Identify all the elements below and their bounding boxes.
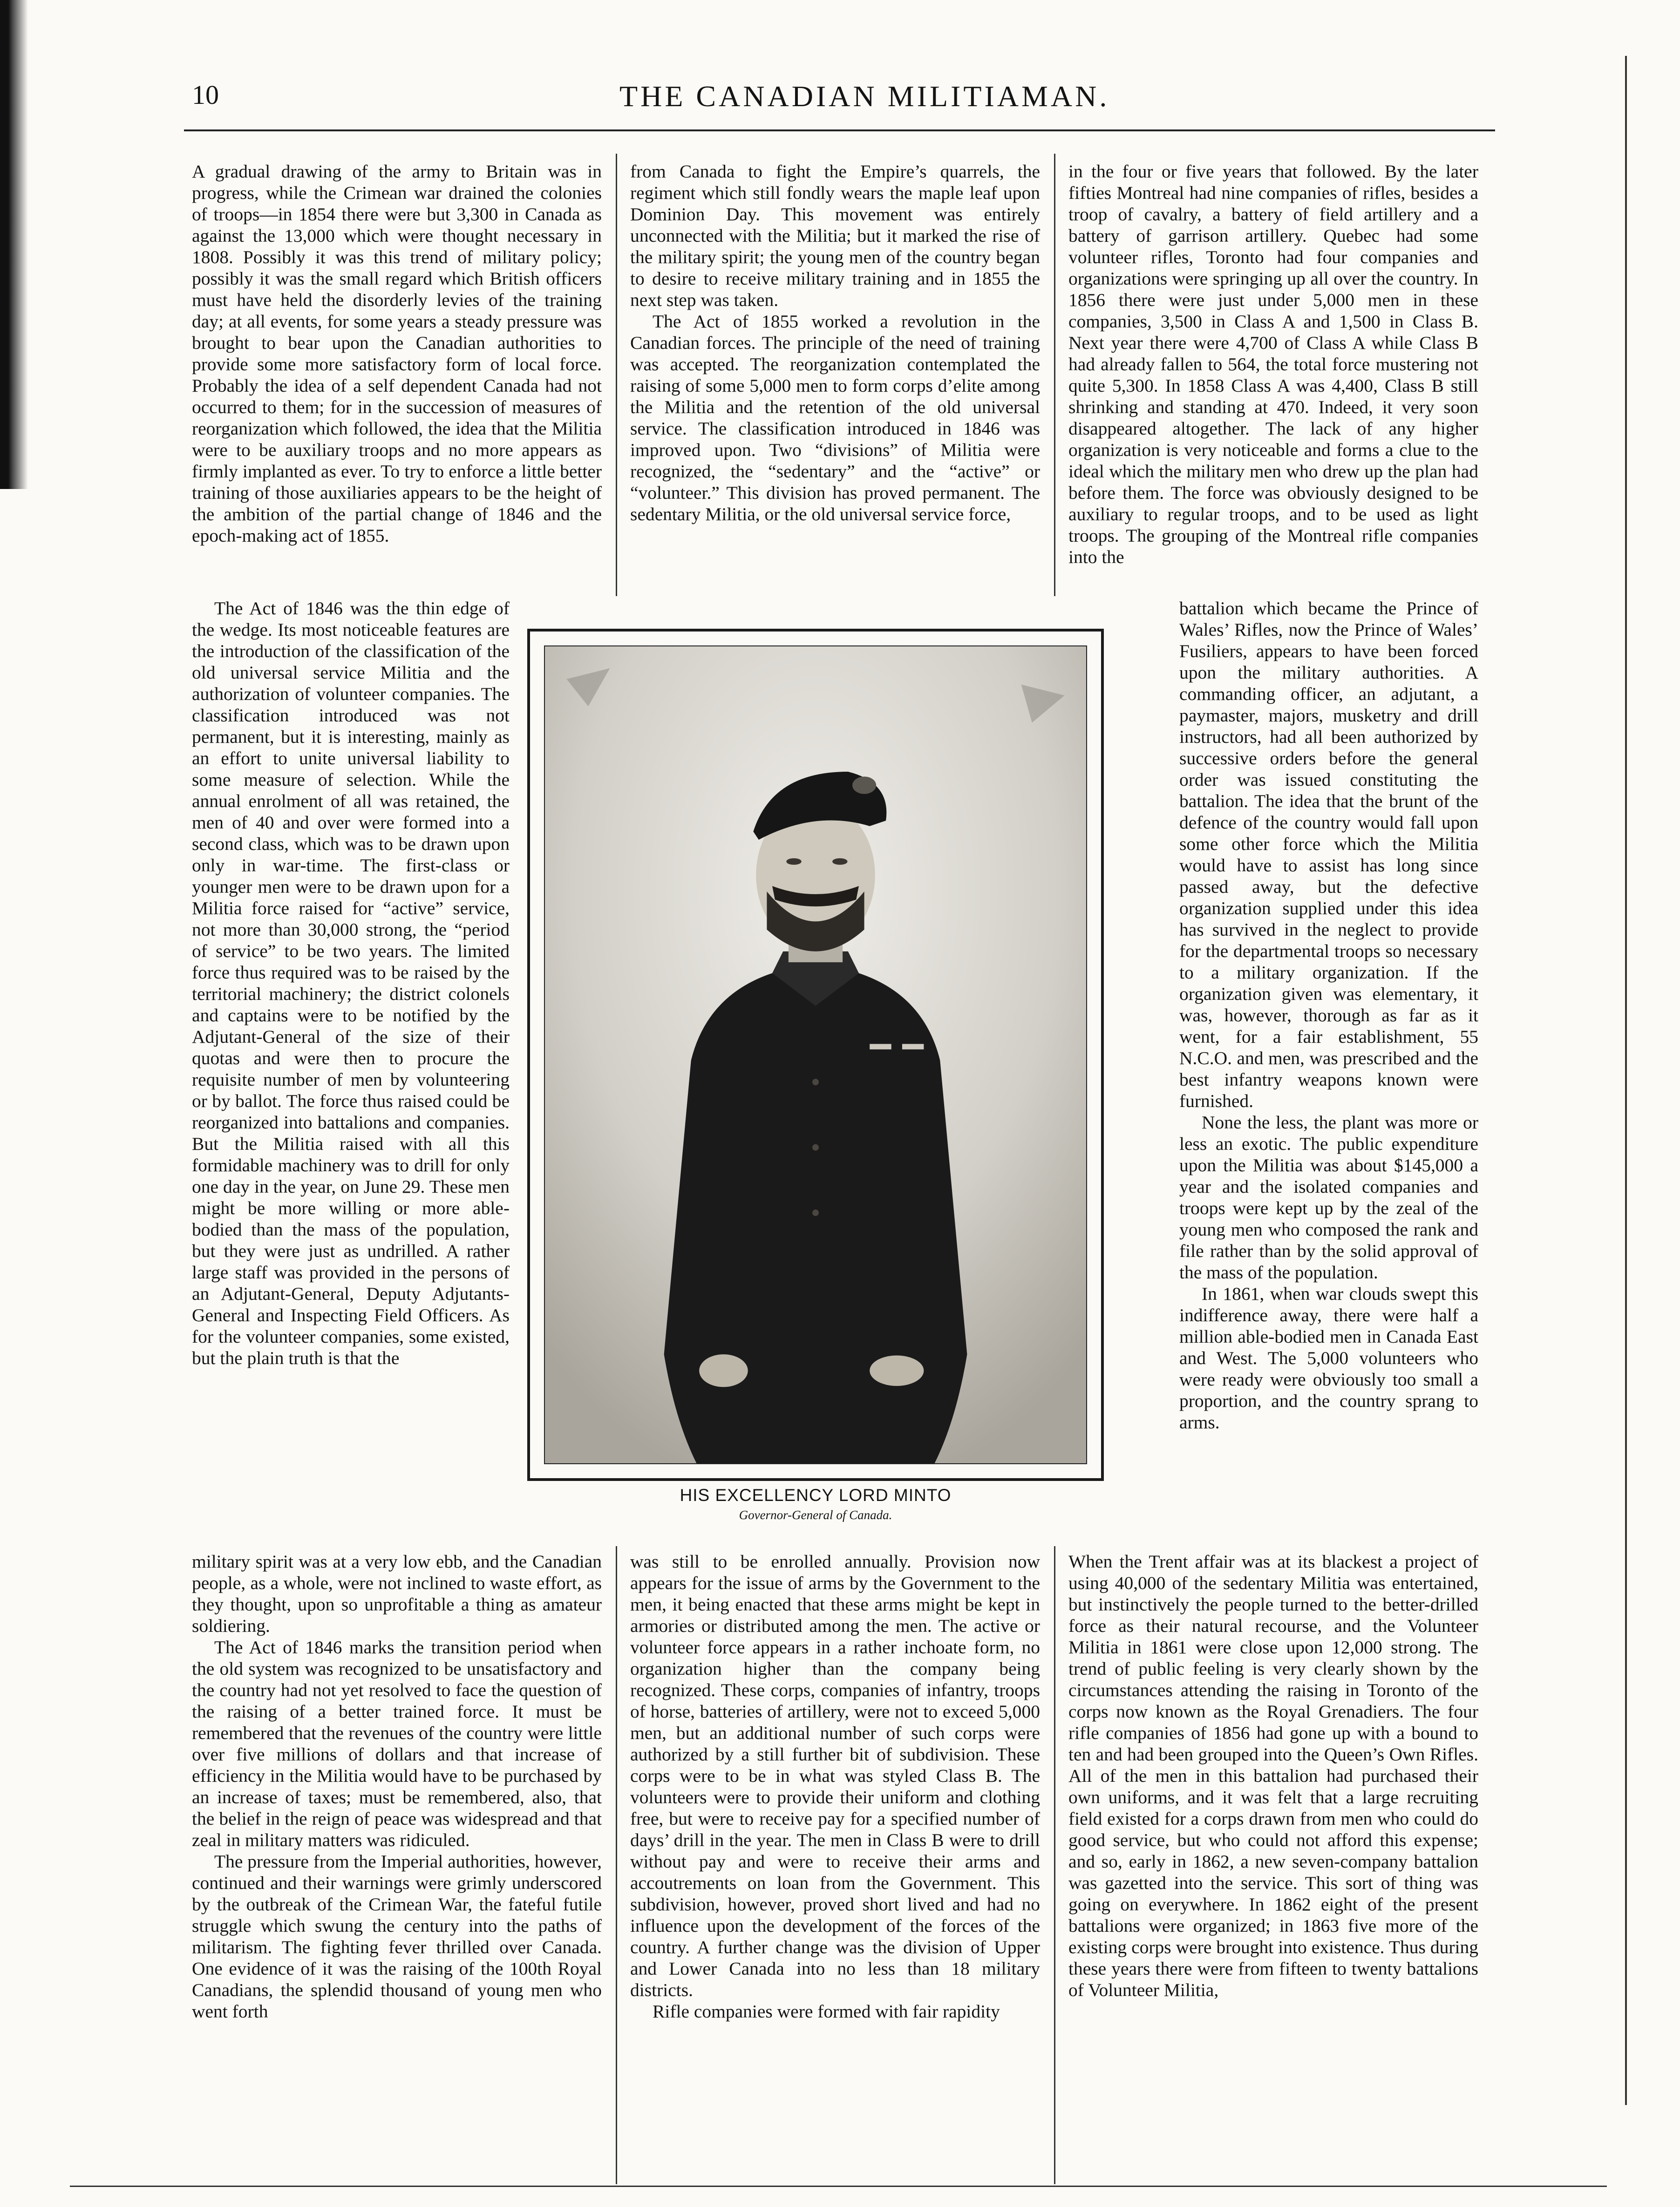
page-edge-line [1625, 56, 1627, 2105]
scan-bottom-edge [70, 2186, 1607, 2187]
figure-caption-subtitle: Governor-General of Canada. [739, 1508, 892, 1522]
portrait-photo [544, 645, 1087, 1464]
column-left-top [192, 161, 602, 546]
column-right-top [1068, 161, 1478, 568]
column-rule [1054, 154, 1055, 596]
paragraph: The pressure from the Imperial authorities, however, continued and their warnings were grimly underscored by the outbreak of the Crimean War, the fateful futile struggle which swung the century into the paths of militarism. The fighting fever thrilled over Canada. One evidence of it was the raising of the 100th Royal Canadians, the splendid thousand of young men who went forth [192, 1851, 602, 2022]
paragraph: The Act of 1855 worked a revolution in the Canadian forces. The principle of the need of training was accepted. The reorganization contemplated the raising of some 5,000 men to form corps d’elite among the Militia and the retention of the old universal service. The classification introduced in 1846 was improved upon. Two “divisions” of Militia were recognized, the “sedentary” and the “active” or “volunteer.” This division has proved permanent. The sedentary Militia, or the old universal service force, [630, 311, 1040, 524]
column-middle-top [630, 161, 1040, 525]
header-rule [184, 129, 1495, 131]
paragraph: in the four or five years that followed. By the later fifties Montreal had nine companies of rifles, besides a troop of cavalry, a battery of field artillery and a battery of garrison artillery. Quebec had some volunteer rifles, Toronto had four companies and organizations were springing up all over the country. In 1856 there were just under 5,000 men in these companies, 3,500 in Class A and 1,500 in Class B. Next year there were 4,700 of Class A while Class B had already fallen to 564, the total force mustering not quite 5,300. In 1858 Class A was 4,400, Class B still shrinking and standing at 470. Indeed, it very soon disappeared altogether. The lack of any higher organization is very noticeable and forms a clue to the ideal which the military men who drew up the plan had before them. The force was obviously designed to be auxiliary to regular troops, and to be used as light troops. The grouping of the Montreal rifle companies into the [1068, 161, 1478, 567]
portrait-frame [527, 629, 1104, 1481]
paragraph: None the less, the plant was more or less an exotic. The public expenditure upon the Militia was about $145,000 a year and the isolated companies and troops were kept up by the zeal of the young men who composed the rank and file rather than by the solid approval of the mass of the population. [1179, 1112, 1478, 1283]
running-head: THE CANADIAN MILITIAMAN. [619, 80, 1110, 113]
paragraph: The Act of 1846 was the thin edge of the wedge. Its most noticeable features are the introduction of the classification of the old universal service Militia and the authorization of volunteer companies. The classification introduced was not permanent, but it is interesting, mainly as an effort to unite universal liability to some measure of selection. While the annual enrolment of all was retained, the men of 40 and over were formed into a second class, which was to be drawn upon only in war-time. The first-class or younger men were to be drawn upon for a Militia force raised for “active” service, not more than 30,000 strong, the “period of service” to be two years. The limited force thus required was to be raised by the territorial machinery; the district colonels and captains were to be notified by the Adjutant-General of the size of their quotas and were then to procure the requisite number of men by volunteering or by ballot. The force thus raised could be reorganized into battalions and companies. But the Militia raised with all this formidable machinery was to drill for only one day in the year, on June 29. These men might be more willing or more able-bodied than the mass of the population, but they were just as undrilled. A rather large staff was provided in the persons of an Adjutant-General, Deputy Adjutants-General and Inspecting Field Officers. As for the volunteer companies, some existed, but the plain truth is that the [192, 598, 510, 1368]
paragraph: In 1861, when war clouds swept this indifference away, there were half a million able-bodied men in Canada East and West. The 5,000 volunteers who were ready were obviously too small a proportion, and the country sprang to arms. [1179, 1283, 1478, 1433]
column-left-bottom [192, 1551, 602, 2022]
paragraph: battalion which became the Prince of Wales’ Rifles, now the Prince of Wales’ Fusiliers, appears to have been forced upon the military authorities. A commanding officer, an adjutant, a paymaster, majors, musketry and drill instructors, had all been authorized by successive orders before the general order was issued constituting the battalion. The idea that the brunt of the defence of the country would fall upon some other force which the Militia would have to assist has long since passed away, but the defective organization supplied under this idea has survived in the neglect to provide for the departmental troops so necessary to a military organization. If the organization given was elementary, it was, however, thorough as far as it went, for a fair establishment, 55 N.C.O. and men, was prescribed and the best infantry weapons known were furnished. [1179, 598, 1478, 1111]
page-number: 10 [192, 80, 219, 110]
column-middle-bottom [630, 1551, 1040, 2022]
column-right-bottom [1068, 1551, 1478, 2001]
paragraph: from Canada to fight the Empire’s quarrels, the regiment which still fondly wears the maple leaf upon Dominion Day. This movement was entirely unconnected with the Militia; but it marked the rise of the military spirit; the young men of the country began to desire to receive military training and in 1855 the next step was taken. [630, 161, 1040, 310]
figure-caption-title: HIS EXCELLENCY LORD MINTO [680, 1486, 952, 1505]
paragraph: The Act of 1846 marks the transition period when the old system was recognized to be unsatisfactory and the country had not yet resolved to face the question of the raising of a better trained force. It must be remembered that the revenues of the country were little over five millions of dollars and that increase of efficiency in the Militia would have to be purchased by an increase of taxes; must be remembered, also, that the belief in the reign of peace was widespread and that zeal in military matters was ridiculed. [192, 1637, 602, 1850]
paragraph: When the Trent affair was at its blackest a project of using 40,000 of the sedentary Militia was entertained, but instinctively the people turned to the better-drilled force as their natural recourse, and the Volunteer Militia in 1861 were close upon 12,000 strong. The trend of public feeling is very clearly shown by the circumstances attending the raising in Toronto of the corps now known as the Royal Grenadiers. The four rifle companies of 1856 had gone up with a bound to ten and had been grouped into the Queen’s Own Rifles. All of the men in this battalion had purchased their own uniforms, and it was felt that a large recruiting field existed for a corps drawn from men who could do good service, but who could not afford this expense; and so, early in 1862, a new seven-company battalion was gazetted into the service. This sort of thing was going on everywhere. In 1862 eight of the present battalions were organized; in 1863 five more of the existing corps were brought into existence. Thus during these years there were from fifteen to twenty battalions of Volunteer Militia, [1068, 1551, 1478, 2000]
paragraph: A gradual drawing of the army to Britain was in progress, while the Crimean war drained the colonies of troops—in 1854 there were but 3,300 in Canada as against the 13,000 which were thought necessary in 1808. Possibly it was this trend of military policy; possibly it was the small regard which British officers must have held the disorderly levies of the training day; at all events, for some years a steady pressure was brought to bear upon the Canadian authorities to provide some more satisfactory form of local force. Probably the idea of a self dependent Canada had not occurred to them; for in the succession of measures of reorganization which followed, the idea that the Militia were to be auxiliary troops and no more appears as firmly implanted as ever. To try to enforce a little better training of those auxiliaries appears to be the height of the ambition of the partial change of 1846 and the epoch-making act of 1855. [192, 161, 602, 546]
column-rule [616, 154, 617, 596]
column-rule [616, 1546, 617, 2184]
paragraph: military spirit was at a very low ebb, and the Canadian people, as a whole, were not inclined to waste effort, as they thought, upon so unprofitable a thing as amateur soldiering. [192, 1551, 602, 1636]
paragraph: Rifle companies were formed with fair rapidity [653, 2001, 1000, 2022]
column-rule [1054, 1546, 1055, 2184]
lord-minto-portrait [545, 646, 1086, 1463]
scan-dark-edge [0, 0, 28, 489]
column-left-narrow [192, 598, 510, 1369]
column-right-narrow [1179, 598, 1478, 1433]
paragraph: was still to be enrolled annually. Provision now appears for the issue of arms by the Government to the men, it being enacted that these arms might be kept in armories or distributed among the men. The active or volunteer force appears in a rather inchoate form, no organization higher than the company being recognized. These corps, companies of infantry, troops of horse, batteries of artillery, were not to exceed 5,000 men, but an additional number of such corps were authorized by a still further bit of subdivision. These corps were to be in what was styled Class B. The volunteers were to provide their uniform and clothing free, but were to receive pay for a specified number of days’ drill in the year. The men in Class B were to drill without pay and were to receive their arms and accoutrements on loan from the Government. This subdivision, however, proved short lived and had no influence upon the development of the forces of the country. A further change was the division of Upper and Lower Canada into no less than 18 military districts. [630, 1551, 1040, 2000]
